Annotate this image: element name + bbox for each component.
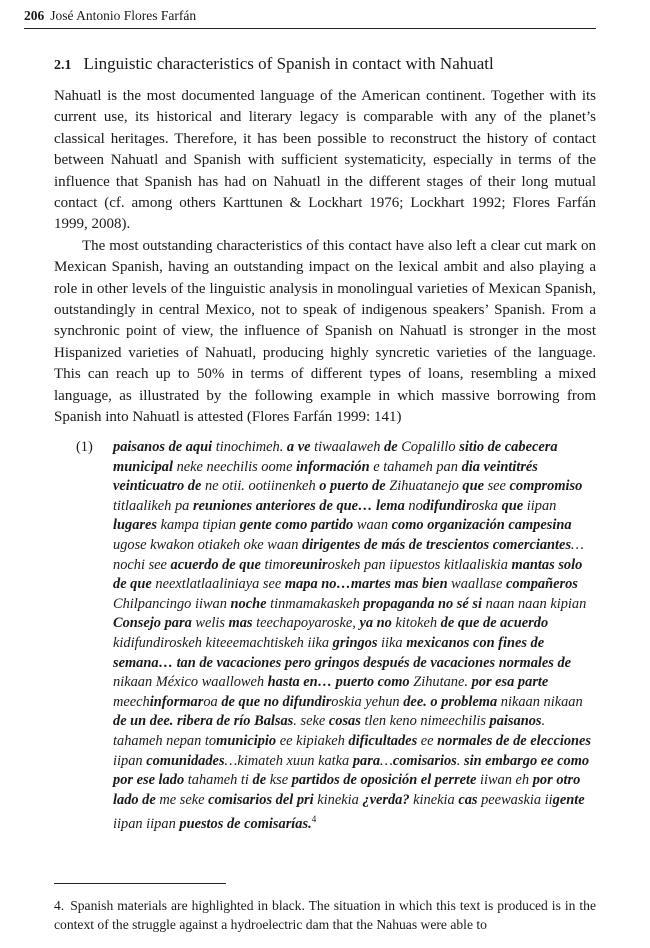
spanish-segment: comisarios del pri <box>208 791 314 808</box>
nahuatl-segment: … nochi see <box>113 536 584 573</box>
footnote-number: 4. <box>54 898 65 913</box>
footnote <box>54 896 596 934</box>
spanish-segment: que <box>462 478 484 495</box>
spanish-segment: que <box>501 497 524 514</box>
nahuatl-segment: kampa tipian <box>156 517 240 534</box>
spanish-segment: de <box>252 772 267 789</box>
spanish-segment: informar <box>149 693 204 710</box>
nahuatl-segment: ugose kwakon otiakeh oke waan <box>113 536 303 553</box>
spanish-segment: normales de de elecciones <box>437 732 592 749</box>
spanish-segment: acuerdo de que <box>170 556 261 573</box>
nahuatl-segment: iika <box>377 634 407 651</box>
nahuatl-segment: . tahameh nepan to <box>113 713 546 749</box>
spanish-segment: dirigentes de más de trescientos comerciantes <box>302 536 572 553</box>
nahuatl-segment: kse <box>266 772 292 789</box>
nahuatl-segment: waallase <box>447 576 506 593</box>
spanish-segment: hasta en… puerto como <box>267 674 410 691</box>
spanish-segment: por esa parte <box>471 674 549 691</box>
nahuatl-segment: welis <box>191 615 229 632</box>
spanish-segment: cosas <box>328 713 361 730</box>
nahuatl-segment: neke neechilis oome <box>172 458 297 475</box>
nahuatl-segment: …kimateh xuun katka <box>224 752 353 769</box>
spanish-segment: municipio <box>216 732 277 749</box>
spanish-segment: información <box>296 458 370 475</box>
nahuatl-segment: iiwan eh <box>476 772 533 789</box>
spanish-segment: a ve <box>286 439 311 455</box>
nahuatl-segment: ee <box>417 732 438 749</box>
spanish-segment: comunidades <box>146 752 225 769</box>
nahuatl-segment: ne otii. ootiinenkeh <box>201 478 320 495</box>
spanish-segment: de un dee. ribera de río Balsas <box>113 713 294 730</box>
spanish-segment: paisanos de aqui <box>113 439 213 455</box>
spanish-segment: de <box>384 439 398 455</box>
spanish-segment: gringos <box>332 634 378 651</box>
nahuatl-segment: neextlatlaaliniaya see <box>151 576 285 593</box>
spanish-segment: sin embargo ee como por ese lado <box>113 752 590 789</box>
nahuatl-segment: nikaan México waalloweh <box>113 674 268 691</box>
spanish-segment: sitio de cabecera municipal <box>113 439 558 475</box>
running-header <box>24 6 596 29</box>
nahuatl-segment: meech <box>113 693 150 710</box>
section-title: Linguistic characteristics of Spanish in contact with Nahuatl <box>83 54 494 73</box>
nahuatl-segment: … <box>380 752 393 769</box>
nahuatl-segment: naan naan kipian <box>481 595 587 612</box>
nahuatl-segment: no <box>404 497 423 514</box>
spanish-segment: ya no <box>359 615 392 632</box>
nahuatl-segment: oskeh pan iipuestos kitlaaliskia <box>327 556 512 573</box>
nahuatl-segment: iipan iipan <box>113 816 180 833</box>
nahuatl-segment: tinmamakaskeh <box>266 595 364 612</box>
spanish-segment: noche <box>230 595 267 612</box>
spanish-segment: lugares <box>113 517 157 534</box>
nahuatl-segment: timo <box>260 556 291 573</box>
spanish-segment: dia veintitrés veinticuatro de <box>113 458 538 495</box>
spanish-segment: paisanos <box>489 713 542 730</box>
spanish-segment: mas <box>228 615 253 632</box>
spanish-segment: mapa no…martes mas bien <box>284 576 448 593</box>
body-text <box>54 86 596 429</box>
section-number: 2.1 <box>54 58 72 73</box>
spanish-segment: propaganda no sé si <box>363 595 482 612</box>
nahuatl-segment: see <box>483 478 510 495</box>
spanish-segment: gente como partido <box>239 517 354 534</box>
spanish-segment: dee. o problema <box>403 693 498 710</box>
nahuatl-segment: peewaskia ii <box>477 791 553 808</box>
spanish-segment: de que de acuerdo <box>440 615 549 632</box>
nahuatl-segment: . <box>456 752 464 769</box>
nahuatl-segment: oa <box>203 693 222 710</box>
nahuatl-segment: tinochimeh. <box>212 439 287 455</box>
spanish-segment: por otro lado de <box>113 772 581 808</box>
running-author: José Antonio Flores Farfán <box>50 8 197 23</box>
example-number: (1) <box>76 439 93 455</box>
example-1 <box>76 438 596 835</box>
nahuatl-segment: titlaalikeh pa <box>113 497 193 514</box>
nahuatl-segment: Zihutane. <box>409 674 472 691</box>
nahuatl-segment: me seke <box>155 791 209 808</box>
spanish-segment: compañeros <box>505 576 578 593</box>
paragraph: Nahuatl is the most documented language of the American continent. Together with its current use, its historical and literary legacy is comparable with any of the planet’s classical heritages. Therefore, it has been possible to reconstruct the history of contact between Nahuatl and Spanish with sufficient systematicity, especially in terms of the influence that Spanish has had on Nahuatl in the different stages of their long mutual contact (cf. among others Karttunen & Lockhart 1976; Lockhart 1992; Flores Farfán 1999, 2008). <box>54 88 596 233</box>
footnote-ref: 4 <box>311 814 317 825</box>
spanish-segment: ¿verda? <box>362 791 410 808</box>
spanish-segment: comisarios <box>392 752 457 769</box>
spanish-segment: cas <box>458 791 478 808</box>
spanish-segment: Consejo para <box>113 615 192 632</box>
paragraph: The most outstanding characteristics of this contact have also left a clear cut mark on Mexican Spanish, having an outstanding impact on the lexical ambit and also playing a role in other levels of the linguistic analysis in monolingual varieties of Mexican Spanish, outstandingly in central Mexico, not to speak of indigenous speakers’ Spanish. From a synchronic point of view, the influence of Spanish on Nahuatl is stronger in the most Hispanized varieties of Nahuatl, producing highly syncretic varieties of the language. This can reach up to 50% in terms of different types of loans, resembling a mixed language, as illustrated by the following example in which massive borrowing from Spanish into Nahuatl is attested (Flores Farfán 1999: 141) <box>54 237 596 426</box>
page-number: 206 <box>24 8 45 23</box>
nahuatl-segment: teechapoyaroske, <box>252 615 360 632</box>
nahuatl-segment: iipan <box>523 497 557 514</box>
nahuatl-segment: oska <box>471 497 502 514</box>
section-heading <box>54 53 596 77</box>
nahuatl-segment: Copalillo <box>397 439 460 455</box>
nahuatl-segment: ee kipiakeh <box>276 732 349 749</box>
nahuatl-segment: Zihuatanejo <box>385 478 463 495</box>
spanish-segment: o puerto de <box>319 478 386 495</box>
nahuatl-segment: . seke <box>293 713 329 730</box>
spanish-segment: partidos de oposición el perrete <box>291 772 477 789</box>
spanish-segment: para <box>352 752 381 769</box>
spanish-segment: gente <box>552 791 585 808</box>
nahuatl-segment: tahameh ti <box>184 772 253 789</box>
nahuatl-segment: Chilpancingo iiwan <box>113 595 231 612</box>
spanish-segment: compromiso <box>509 478 583 495</box>
spanish-segment: de que no difundir <box>221 693 332 710</box>
nahuatl-segment: kidifundiroskeh kiteeemachtiskeh iika <box>113 634 333 651</box>
nahuatl-segment: oskia yehun <box>331 693 404 710</box>
spanish-segment: como organización campesina <box>391 517 572 534</box>
nahuatl-segment: tiwaalaweh <box>310 439 385 455</box>
spanish-segment: dificultades <box>348 732 418 749</box>
spanish-segment: reuniones anteriores de que… lema <box>192 497 405 514</box>
footnote-divider <box>54 883 226 884</box>
spanish-segment: puestos de comisarías. <box>179 816 312 833</box>
nahuatl-segment: waan <box>353 517 392 534</box>
example-text <box>113 438 596 835</box>
nahuatl-segment: nikaan nikaan <box>497 693 583 710</box>
nahuatl-segment: iipan <box>113 752 147 769</box>
nahuatl-segment: kitokeh <box>391 615 441 632</box>
nahuatl-segment: e tahameh pan <box>369 458 462 475</box>
nahuatl-segment: kinekia <box>313 791 363 808</box>
footnote-text: Spanish materials are highlighted in black. The situation in which this text is produced is in the context of the struggle against a hydroelectric dam that the Nahuas were able to <box>54 898 596 932</box>
nahuatl-segment: kinekia <box>409 791 459 808</box>
spanish-segment: reunir <box>290 556 328 573</box>
spanish-segment: mantas solo de que <box>113 556 583 593</box>
spanish-segment: difundir <box>422 497 472 514</box>
nahuatl-segment: tlen keno nimeechilis <box>360 713 490 730</box>
spanish-segment: mexicanos con fines de semana… tan de vacaciones pero gringos después de vacaciones normales de <box>113 634 572 671</box>
